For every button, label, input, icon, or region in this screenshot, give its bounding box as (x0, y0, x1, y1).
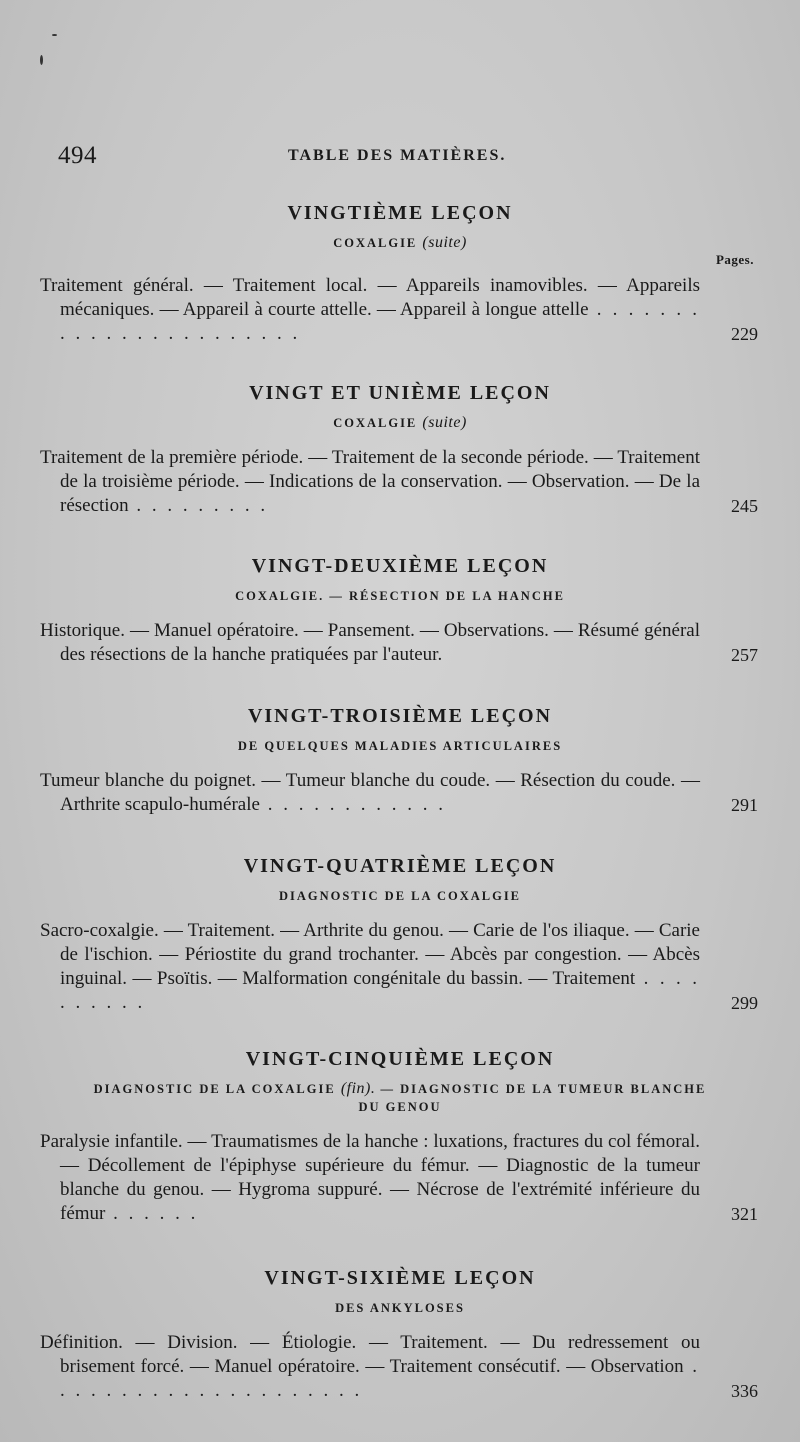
subtitle-caps: DES ANKYLOSES (335, 1301, 465, 1315)
lecon-subtitle (0, 414, 800, 432)
toc-entry (0, 274, 800, 346)
entry-text: Traitement de la première période. — Traitement de la seconde période. — Traitement de la troisième période. — Indications de la conservation. — Observation. — De la résection (40, 447, 700, 516)
subtitle-caps: DE QUELQUES MALADIES ARTICULAIRES (237, 739, 563, 753)
subtitle-caps: DIAGNOSTIC DE LA COXALGIE (93, 1082, 336, 1096)
subtitle-italic: (fin). (340, 1080, 376, 1097)
lecon-subtitle (0, 234, 800, 252)
lecon-section (0, 1046, 800, 1226)
running-title: TABLE DES MATIÈRES. (288, 147, 507, 164)
leader-dots: . . . . . . . . . . (60, 968, 701, 1013)
lecon-title: VINGT-TROISIÈME LEÇON (247, 705, 553, 727)
lecon-subtitle (0, 737, 800, 755)
entry-text: Historique. — Manuel opératoire. — Pansement. — Observations. — Résumé général des résections de la hanche pratiquées par l'auteur. (40, 620, 700, 665)
ink-speck (52, 34, 57, 36)
lecon-title: VINGTIÈME LEÇON (287, 202, 513, 224)
toc-entry (0, 1331, 800, 1403)
lecon-section (0, 200, 800, 346)
entry-text: Traitement général. — Traitement local. — Appareils inamovibles. — Appareils mécaniques. — Appareil à courte attelle. — Appareil à longue attelle (40, 275, 700, 320)
leader-dots: . . . . . . . . . . . . . . . . . . . . . (60, 1356, 701, 1401)
leader-dots: . . . . . . . . . . . . (259, 794, 446, 815)
lecon-title: VINGT-QUATRIÈME LEÇON (243, 855, 557, 877)
lecon-subtitle (0, 887, 800, 905)
entry-text: Sacro-coxalgie. — Traitement. — Arthrite du genou. — Carie de l'os iliaque. — Carie de l'ischion. — Périostite du grand trochanter. — Abcès par congestion. — Abcès inguinal. — Psoïtis. — Malformation congénitale du bassin. — Traitement (40, 920, 700, 989)
subtitle-italic: (suite) (422, 234, 467, 251)
page-reference: 336 (731, 1381, 758, 1401)
subtitle-italic: (suite) (422, 414, 467, 431)
entry-text: Paralysie infantile. — Traumatismes de la hanche : luxations, fractures du col fémoral. — Décollement de l'épiphyse supérieure du fémur. — Diagnostic de la tumeur blanche du genou. — Hygroma suppuré. — Nécrose de l'extrémité inférieure du fémur (40, 1131, 700, 1224)
leader-dots: . . . . . . . . . . . . . . . . . . . . . . . (60, 299, 700, 344)
entry-text: Définition. — Division. — Étiologie. — Traitement. — Du redressement ou brisement forcé. — Manuel opératoire. — Traitement consécutif. — Observation (40, 1332, 700, 1377)
lecon-section (0, 853, 800, 1015)
lecon-subtitle (0, 587, 800, 605)
toc-entry (0, 619, 800, 667)
page-reference: 291 (731, 795, 758, 815)
toc-entry (0, 446, 800, 518)
lecon-section (0, 380, 800, 518)
subtitle-caps: COXALGIE (333, 416, 418, 430)
lecon-title: VINGT-DEUXIÈME LEÇON (251, 555, 549, 577)
lecon-subtitle (0, 1080, 800, 1116)
page-header (58, 142, 758, 176)
page-reference: 245 (731, 496, 758, 516)
page-reference: 257 (731, 645, 758, 665)
subtitle-rest: — DIAGNOSTIC DE LA TUMEUR BLANCHE (380, 1082, 707, 1096)
subtitle-caps: DIAGNOSTIC DE LA COXALGIE (278, 889, 522, 903)
subtitle-caps-second-line: DU GENOU (358, 1100, 442, 1114)
lecon-section (0, 553, 800, 667)
toc-entry (0, 919, 800, 1015)
page-reference: 299 (731, 993, 758, 1013)
page-number: 494 (58, 142, 97, 169)
toc-entry (0, 769, 800, 817)
page-reference: 229 (731, 324, 758, 344)
subtitle-caps: COXALGIE (333, 236, 418, 250)
pages-column-label: Pages. (715, 252, 754, 267)
entry-text: Tumeur blanche du poignet. — Tumeur blanche du coude. — Résection du coude. — Arthrite scapulo-humérale (40, 770, 700, 815)
lecon-title: VINGT-CINQUIÈME LEÇON (245, 1048, 555, 1070)
toc-entry (0, 1130, 800, 1226)
lecon-section (0, 1265, 800, 1403)
subtitle-caps: COXALGIE. — RÉSECTION DE LA HANCHE (235, 589, 565, 603)
page-reference: 321 (731, 1204, 758, 1224)
leader-dots: . . . . . . (105, 1203, 199, 1224)
lecon-section (0, 703, 800, 817)
leader-dots: . . . . . . . . . (128, 495, 269, 516)
lecon-title: VINGT ET UNIÈME LEÇON (249, 382, 551, 404)
lecon-title: VINGT-SIXIÈME LEÇON (264, 1267, 536, 1289)
ink-speck (40, 55, 43, 65)
lecon-subtitle (0, 1299, 800, 1317)
